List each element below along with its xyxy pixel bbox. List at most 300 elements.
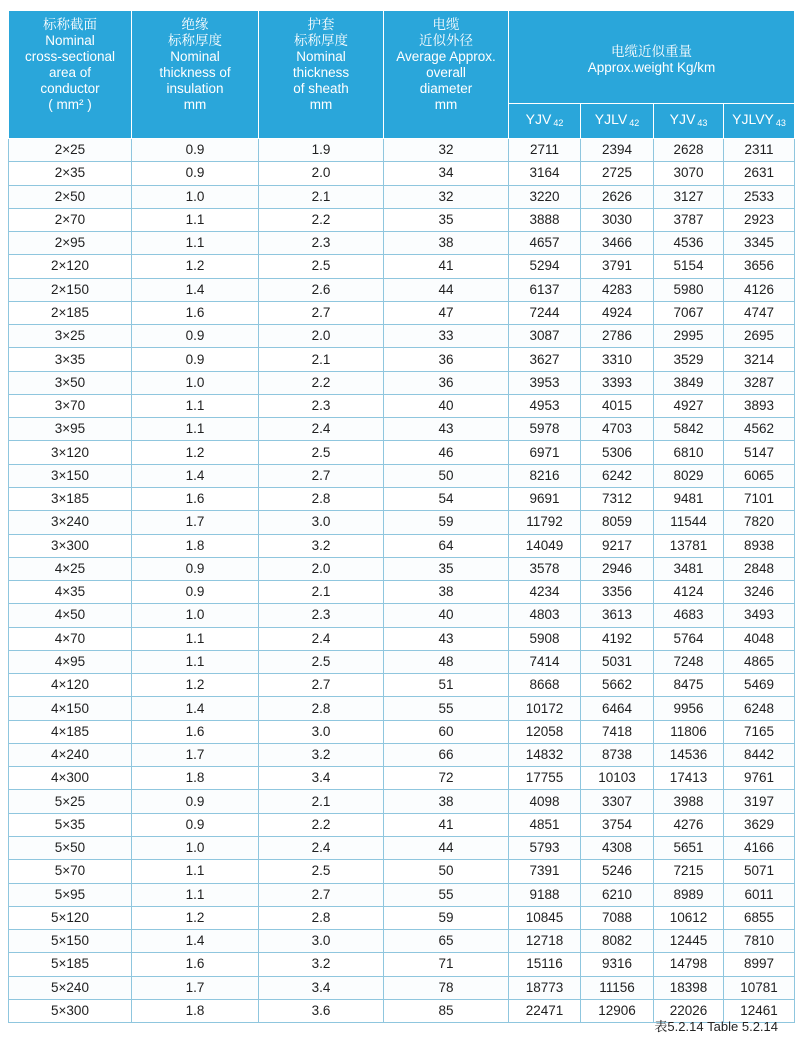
cell-weight-yjv42: 12058 bbox=[509, 720, 581, 743]
header-type-yjv43 bbox=[654, 104, 724, 139]
type-name: YJV bbox=[669, 111, 696, 127]
cell-weight-yjlvy43: 5071 bbox=[724, 860, 795, 883]
cell-diameter: 50 bbox=[384, 464, 509, 487]
table-row bbox=[9, 976, 795, 999]
cell-sheath: 2.0 bbox=[259, 557, 384, 580]
cell-weight-yjv43: 10612 bbox=[654, 906, 724, 929]
cell-weight-yjlv42: 2725 bbox=[581, 162, 654, 185]
cell-weight-yjv43: 14798 bbox=[654, 953, 724, 976]
header-text: thickness bbox=[292, 65, 350, 80]
header-text: area of bbox=[48, 65, 92, 80]
cell-weight-yjlv42: 7418 bbox=[581, 720, 654, 743]
cell-weight-yjv43: 7248 bbox=[654, 650, 724, 673]
header-text: 电缆 bbox=[432, 17, 460, 32]
table-row bbox=[9, 162, 795, 185]
cell-weight-yjv43: 3849 bbox=[654, 371, 724, 394]
cell-cross-section: 3×300 bbox=[9, 534, 132, 557]
cell-diameter: 35 bbox=[384, 208, 509, 231]
cell-cross-section: 4×95 bbox=[9, 650, 132, 673]
table-row bbox=[9, 697, 795, 720]
cell-cross-section: 4×185 bbox=[9, 720, 132, 743]
cell-insulation: 0.9 bbox=[132, 162, 259, 185]
cell-weight-yjlv42: 4308 bbox=[581, 836, 654, 859]
cell-weight-yjv42: 3220 bbox=[509, 185, 581, 208]
cell-weight-yjlvy43: 8997 bbox=[724, 953, 795, 976]
cell-weight-yjv43: 3070 bbox=[654, 162, 724, 185]
cell-weight-yjlvy43: 2311 bbox=[724, 139, 795, 162]
cell-weight-yjlv42: 6464 bbox=[581, 697, 654, 720]
cell-diameter: 44 bbox=[384, 278, 509, 301]
cell-weight-yjv42: 7414 bbox=[509, 650, 581, 673]
cell-weight-yjv42: 5793 bbox=[509, 836, 581, 859]
cell-cross-section: 5×70 bbox=[9, 860, 132, 883]
cell-weight-yjv42: 3627 bbox=[509, 348, 581, 371]
cell-weight-yjlvy43: 2695 bbox=[724, 325, 795, 348]
spec-sheet bbox=[8, 10, 794, 1023]
cell-weight-yjlv42: 3791 bbox=[581, 255, 654, 278]
header-text: Approx.weight Kg/km bbox=[587, 60, 716, 75]
cell-weight-yjlvy43: 2923 bbox=[724, 208, 795, 231]
cell-weight-yjlvy43: 10781 bbox=[724, 976, 795, 999]
cell-insulation: 0.9 bbox=[132, 790, 259, 813]
cell-weight-yjv42: 7244 bbox=[509, 301, 581, 324]
cell-weight-yjv42: 4851 bbox=[509, 813, 581, 836]
cell-weight-yjlvy43: 5469 bbox=[724, 674, 795, 697]
table-row bbox=[9, 953, 795, 976]
cell-weight-yjlvy43: 8442 bbox=[724, 743, 795, 766]
header-text: 绝缘 bbox=[181, 17, 209, 32]
cell-diameter: 36 bbox=[384, 371, 509, 394]
cell-sheath: 2.7 bbox=[259, 674, 384, 697]
cell-weight-yjv43: 3481 bbox=[654, 557, 724, 580]
header-text: Nominal bbox=[45, 33, 95, 48]
cell-cross-section: 2×120 bbox=[9, 255, 132, 278]
cell-diameter: 64 bbox=[384, 534, 509, 557]
cell-diameter: 85 bbox=[384, 999, 509, 1022]
table-row bbox=[9, 860, 795, 883]
cell-weight-yjv43: 4124 bbox=[654, 581, 724, 604]
cell-weight-yjv43: 9956 bbox=[654, 697, 724, 720]
cell-weight-yjv42: 3578 bbox=[509, 557, 581, 580]
cell-weight-yjlv42: 7088 bbox=[581, 906, 654, 929]
cell-weight-yjv42: 6971 bbox=[509, 441, 581, 464]
cell-weight-yjv42: 3888 bbox=[509, 208, 581, 231]
type-subscript: 42 bbox=[629, 118, 640, 128]
cell-weight-yjlvy43: 9761 bbox=[724, 767, 795, 790]
cell-insulation: 1.1 bbox=[132, 208, 259, 231]
header-cross-section bbox=[9, 11, 132, 139]
cell-weight-yjv43: 7067 bbox=[654, 301, 724, 324]
cell-weight-yjlvy43: 8938 bbox=[724, 534, 795, 557]
cell-weight-yjlv42: 9316 bbox=[581, 953, 654, 976]
cell-insulation: 0.9 bbox=[132, 348, 259, 371]
cell-cross-section: 3×120 bbox=[9, 441, 132, 464]
cell-diameter: 38 bbox=[384, 232, 509, 255]
cell-insulation: 1.4 bbox=[132, 697, 259, 720]
cell-cross-section: 4×50 bbox=[9, 604, 132, 627]
cell-weight-yjlvy43: 4747 bbox=[724, 301, 795, 324]
cell-insulation: 1.7 bbox=[132, 743, 259, 766]
table-row bbox=[9, 464, 795, 487]
cell-weight-yjv43: 4276 bbox=[654, 813, 724, 836]
cell-weight-yjv42: 17755 bbox=[509, 767, 581, 790]
cell-sheath: 1.9 bbox=[259, 139, 384, 162]
header-text: mm bbox=[183, 97, 207, 112]
cell-insulation: 1.8 bbox=[132, 999, 259, 1022]
header-text: 标称截面 bbox=[43, 17, 97, 32]
cell-cross-section: 3×35 bbox=[9, 348, 132, 371]
cell-diameter: 48 bbox=[384, 650, 509, 673]
cell-weight-yjv42: 14049 bbox=[509, 534, 581, 557]
cell-diameter: 43 bbox=[384, 418, 509, 441]
cell-weight-yjlv42: 5031 bbox=[581, 650, 654, 673]
cell-cross-section: 5×185 bbox=[9, 953, 132, 976]
cell-weight-yjlv42: 6210 bbox=[581, 883, 654, 906]
cell-weight-yjv42: 2711 bbox=[509, 139, 581, 162]
cell-weight-yjlv42: 8059 bbox=[581, 511, 654, 534]
cell-weight-yjlv42: 3307 bbox=[581, 790, 654, 813]
cell-weight-yjv43: 22026 bbox=[654, 999, 724, 1022]
cell-cross-section: 4×150 bbox=[9, 697, 132, 720]
header-text: 护套 bbox=[307, 17, 335, 32]
cell-insulation: 0.9 bbox=[132, 325, 259, 348]
cell-sheath: 2.5 bbox=[259, 255, 384, 278]
table-row bbox=[9, 813, 795, 836]
cell-weight-yjv42: 5978 bbox=[509, 418, 581, 441]
cell-weight-yjv43: 4683 bbox=[654, 604, 724, 627]
cable-spec-table bbox=[8, 10, 795, 1023]
type-name: YJLVY bbox=[732, 111, 774, 127]
cell-cross-section: 4×300 bbox=[9, 767, 132, 790]
cell-insulation: 1.6 bbox=[132, 720, 259, 743]
cell-insulation: 0.9 bbox=[132, 813, 259, 836]
cell-sheath: 2.4 bbox=[259, 836, 384, 859]
header-text: 标称厚度 bbox=[294, 33, 348, 48]
cell-insulation: 1.4 bbox=[132, 930, 259, 953]
table-row bbox=[9, 627, 795, 650]
cell-weight-yjv43: 5980 bbox=[654, 278, 724, 301]
cell-weight-yjlv42: 2946 bbox=[581, 557, 654, 580]
cell-insulation: 1.6 bbox=[132, 487, 259, 510]
cell-weight-yjv42: 4234 bbox=[509, 581, 581, 604]
cell-cross-section: 2×150 bbox=[9, 278, 132, 301]
header-type-yjlvy43 bbox=[724, 104, 795, 139]
table-row bbox=[9, 418, 795, 441]
cell-diameter: 60 bbox=[384, 720, 509, 743]
cell-weight-yjlvy43: 5147 bbox=[724, 441, 795, 464]
cell-diameter: 59 bbox=[384, 906, 509, 929]
cell-weight-yjv42: 5294 bbox=[509, 255, 581, 278]
cell-weight-yjlv42: 3030 bbox=[581, 208, 654, 231]
cell-sheath: 2.1 bbox=[259, 348, 384, 371]
cell-weight-yjv42: 9691 bbox=[509, 487, 581, 510]
cell-cross-section: 2×95 bbox=[9, 232, 132, 255]
cell-sheath: 3.6 bbox=[259, 999, 384, 1022]
cell-diameter: 54 bbox=[384, 487, 509, 510]
header-text: 电缆近似重量 bbox=[611, 44, 692, 59]
table-row bbox=[9, 743, 795, 766]
cell-insulation: 1.2 bbox=[132, 674, 259, 697]
cell-cross-section: 3×185 bbox=[9, 487, 132, 510]
cell-diameter: 47 bbox=[384, 301, 509, 324]
cell-weight-yjlv42: 4192 bbox=[581, 627, 654, 650]
cell-cross-section: 3×70 bbox=[9, 394, 132, 417]
table-row bbox=[9, 557, 795, 580]
type-subscript: 43 bbox=[697, 118, 708, 128]
cell-weight-yjv42: 15116 bbox=[509, 953, 581, 976]
cell-sheath: 2.6 bbox=[259, 278, 384, 301]
cell-weight-yjlvy43: 4865 bbox=[724, 650, 795, 673]
cell-insulation: 1.8 bbox=[132, 767, 259, 790]
cell-sheath: 2.1 bbox=[259, 185, 384, 208]
header-type-yjv42 bbox=[509, 104, 581, 139]
table-row bbox=[9, 487, 795, 510]
cell-weight-yjv42: 12718 bbox=[509, 930, 581, 953]
cell-insulation: 1.7 bbox=[132, 511, 259, 534]
cell-diameter: 51 bbox=[384, 674, 509, 697]
cell-sheath: 2.7 bbox=[259, 883, 384, 906]
cell-weight-yjlv42: 8738 bbox=[581, 743, 654, 766]
cell-weight-yjlv42: 3613 bbox=[581, 604, 654, 627]
table-row bbox=[9, 371, 795, 394]
cell-sheath: 2.7 bbox=[259, 301, 384, 324]
table-row bbox=[9, 185, 795, 208]
cell-weight-yjlvy43: 7165 bbox=[724, 720, 795, 743]
header-text: mm bbox=[434, 97, 458, 112]
cell-diameter: 40 bbox=[384, 394, 509, 417]
cell-diameter: 38 bbox=[384, 790, 509, 813]
cell-sheath: 2.4 bbox=[259, 418, 384, 441]
cell-sheath: 3.0 bbox=[259, 511, 384, 534]
table-row bbox=[9, 534, 795, 557]
cell-weight-yjv42: 9188 bbox=[509, 883, 581, 906]
table-row bbox=[9, 906, 795, 929]
cell-insulation: 1.0 bbox=[132, 836, 259, 859]
cell-cross-section: 4×120 bbox=[9, 674, 132, 697]
header-text: ( mm² ) bbox=[48, 97, 92, 112]
cell-sheath: 3.2 bbox=[259, 534, 384, 557]
cell-weight-yjlv42: 2786 bbox=[581, 325, 654, 348]
cell-cross-section: 5×240 bbox=[9, 976, 132, 999]
header-type-yjlv42 bbox=[581, 104, 654, 139]
cell-weight-yjlv42: 8082 bbox=[581, 930, 654, 953]
cell-cross-section: 4×240 bbox=[9, 743, 132, 766]
cell-weight-yjv43: 11806 bbox=[654, 720, 724, 743]
cell-weight-yjv42: 7391 bbox=[509, 860, 581, 883]
cell-weight-yjlvy43: 4562 bbox=[724, 418, 795, 441]
cell-weight-yjlvy43: 7810 bbox=[724, 930, 795, 953]
table-row bbox=[9, 441, 795, 464]
cell-weight-yjlvy43: 4166 bbox=[724, 836, 795, 859]
header-text: thickness of bbox=[159, 65, 231, 80]
cell-sheath: 2.0 bbox=[259, 162, 384, 185]
cell-weight-yjlvy43: 4126 bbox=[724, 278, 795, 301]
header-text: Average Approx. bbox=[396, 49, 496, 64]
cell-weight-yjv43: 12445 bbox=[654, 930, 724, 953]
cell-cross-section: 3×50 bbox=[9, 371, 132, 394]
cell-cross-section: 3×25 bbox=[9, 325, 132, 348]
cell-insulation: 1.1 bbox=[132, 232, 259, 255]
table-row bbox=[9, 394, 795, 417]
cell-weight-yjv42: 22471 bbox=[509, 999, 581, 1022]
cell-cross-section: 4×35 bbox=[9, 581, 132, 604]
table-body bbox=[9, 139, 795, 1023]
cell-sheath: 2.5 bbox=[259, 650, 384, 673]
cell-insulation: 1.1 bbox=[132, 883, 259, 906]
cell-weight-yjlv42: 10103 bbox=[581, 767, 654, 790]
cell-weight-yjv42: 8668 bbox=[509, 674, 581, 697]
table-row bbox=[9, 278, 795, 301]
cell-weight-yjv43: 3529 bbox=[654, 348, 724, 371]
cell-sheath: 2.5 bbox=[259, 441, 384, 464]
cell-weight-yjlvy43: 3246 bbox=[724, 581, 795, 604]
cell-diameter: 32 bbox=[384, 139, 509, 162]
header-text: of sheath bbox=[293, 81, 349, 96]
cell-weight-yjv42: 5908 bbox=[509, 627, 581, 650]
cell-weight-yjv43: 11544 bbox=[654, 511, 724, 534]
cell-weight-yjlv42: 3393 bbox=[581, 371, 654, 394]
cell-weight-yjlvy43: 2631 bbox=[724, 162, 795, 185]
cell-sheath: 2.1 bbox=[259, 581, 384, 604]
cell-weight-yjv43: 6810 bbox=[654, 441, 724, 464]
cell-insulation: 1.4 bbox=[132, 278, 259, 301]
cell-weight-yjlv42: 5246 bbox=[581, 860, 654, 883]
cell-weight-yjv42: 18773 bbox=[509, 976, 581, 999]
header-text: diameter bbox=[419, 81, 473, 96]
cell-diameter: 65 bbox=[384, 930, 509, 953]
cell-cross-section: 3×240 bbox=[9, 511, 132, 534]
cell-diameter: 72 bbox=[384, 767, 509, 790]
cell-cross-section: 5×300 bbox=[9, 999, 132, 1022]
cell-weight-yjv43: 8029 bbox=[654, 464, 724, 487]
cell-insulation: 1.2 bbox=[132, 255, 259, 278]
cell-diameter: 34 bbox=[384, 162, 509, 185]
cell-insulation: 0.9 bbox=[132, 139, 259, 162]
cell-diameter: 41 bbox=[384, 255, 509, 278]
table-row bbox=[9, 604, 795, 627]
cell-weight-yjv43: 17413 bbox=[654, 767, 724, 790]
table-row bbox=[9, 930, 795, 953]
cell-sheath: 2.2 bbox=[259, 208, 384, 231]
cell-cross-section: 2×25 bbox=[9, 139, 132, 162]
header-overall-diameter bbox=[384, 11, 509, 139]
table-row bbox=[9, 790, 795, 813]
cell-insulation: 1.4 bbox=[132, 464, 259, 487]
cell-weight-yjv42: 3164 bbox=[509, 162, 581, 185]
cell-insulation: 1.0 bbox=[132, 185, 259, 208]
cell-diameter: 41 bbox=[384, 813, 509, 836]
header-text: 近似外径 bbox=[419, 33, 473, 48]
cell-diameter: 38 bbox=[384, 581, 509, 604]
cell-weight-yjlv42: 11156 bbox=[581, 976, 654, 999]
type-subscript: 43 bbox=[775, 118, 786, 128]
cell-diameter: 59 bbox=[384, 511, 509, 534]
cell-weight-yjv42: 6137 bbox=[509, 278, 581, 301]
cell-sheath: 2.0 bbox=[259, 325, 384, 348]
cell-weight-yjlvy43: 3197 bbox=[724, 790, 795, 813]
cell-sheath: 2.3 bbox=[259, 232, 384, 255]
cell-weight-yjlvy43: 6065 bbox=[724, 464, 795, 487]
cell-weight-yjv42: 4657 bbox=[509, 232, 581, 255]
cell-diameter: 36 bbox=[384, 348, 509, 371]
cell-cross-section: 5×50 bbox=[9, 836, 132, 859]
cell-weight-yjv43: 5842 bbox=[654, 418, 724, 441]
cell-sheath: 2.8 bbox=[259, 906, 384, 929]
cell-weight-yjv43: 2628 bbox=[654, 139, 724, 162]
header-sheath-thickness bbox=[259, 11, 384, 139]
cell-weight-yjv42: 3087 bbox=[509, 325, 581, 348]
cell-weight-yjlvy43: 3493 bbox=[724, 604, 795, 627]
cell-weight-yjlv42: 7312 bbox=[581, 487, 654, 510]
table-row bbox=[9, 208, 795, 231]
cell-diameter: 44 bbox=[384, 836, 509, 859]
type-subscript: 42 bbox=[553, 118, 564, 128]
cell-weight-yjlvy43: 2533 bbox=[724, 185, 795, 208]
cell-insulation: 1.1 bbox=[132, 627, 259, 650]
cell-insulation: 1.8 bbox=[132, 534, 259, 557]
cell-cross-section: 3×150 bbox=[9, 464, 132, 487]
cell-weight-yjlvy43: 3287 bbox=[724, 371, 795, 394]
table-row bbox=[9, 301, 795, 324]
cell-insulation: 1.1 bbox=[132, 860, 259, 883]
cell-diameter: 32 bbox=[384, 185, 509, 208]
cell-weight-yjlv42: 4703 bbox=[581, 418, 654, 441]
cell-cross-section: 5×25 bbox=[9, 790, 132, 813]
cell-weight-yjlvy43: 7820 bbox=[724, 511, 795, 534]
cell-cross-section: 2×185 bbox=[9, 301, 132, 324]
cell-insulation: 1.6 bbox=[132, 301, 259, 324]
cell-weight-yjv43: 8475 bbox=[654, 674, 724, 697]
cell-weight-yjv42: 11792 bbox=[509, 511, 581, 534]
cell-weight-yjlvy43: 4048 bbox=[724, 627, 795, 650]
header-text: Nominal bbox=[170, 49, 220, 64]
cell-weight-yjlv42: 5306 bbox=[581, 441, 654, 464]
cell-weight-yjlv42: 4924 bbox=[581, 301, 654, 324]
cell-weight-yjv42: 4803 bbox=[509, 604, 581, 627]
table-row bbox=[9, 348, 795, 371]
cell-sheath: 3.0 bbox=[259, 720, 384, 743]
cell-weight-yjlvy43: 3656 bbox=[724, 255, 795, 278]
cell-weight-yjlv42: 12906 bbox=[581, 999, 654, 1022]
cell-insulation: 1.0 bbox=[132, 604, 259, 627]
cell-diameter: 35 bbox=[384, 557, 509, 580]
cell-weight-yjlvy43: 6855 bbox=[724, 906, 795, 929]
table-header bbox=[9, 11, 795, 139]
cell-weight-yjv43: 5651 bbox=[654, 836, 724, 859]
cell-cross-section: 2×70 bbox=[9, 208, 132, 231]
cell-weight-yjlvy43: 3345 bbox=[724, 232, 795, 255]
cell-weight-yjv42: 10845 bbox=[509, 906, 581, 929]
header-insulation-thickness bbox=[132, 11, 259, 139]
table-row bbox=[9, 883, 795, 906]
cell-diameter: 43 bbox=[384, 627, 509, 650]
cell-weight-yjv42: 8216 bbox=[509, 464, 581, 487]
cell-diameter: 66 bbox=[384, 743, 509, 766]
cell-weight-yjlvy43: 3629 bbox=[724, 813, 795, 836]
header-approx-weight bbox=[509, 11, 795, 104]
cell-insulation: 0.9 bbox=[132, 581, 259, 604]
cell-cross-section: 5×120 bbox=[9, 906, 132, 929]
cell-weight-yjv43: 5154 bbox=[654, 255, 724, 278]
cell-weight-yjlv42: 9217 bbox=[581, 534, 654, 557]
header-text: 标称厚度 bbox=[168, 33, 222, 48]
cell-sheath: 2.3 bbox=[259, 394, 384, 417]
cell-weight-yjlv42: 3356 bbox=[581, 581, 654, 604]
cell-weight-yjv43: 8989 bbox=[654, 883, 724, 906]
type-name: YJV bbox=[525, 111, 552, 127]
cell-weight-yjlvy43: 6011 bbox=[724, 883, 795, 906]
table-row bbox=[9, 836, 795, 859]
